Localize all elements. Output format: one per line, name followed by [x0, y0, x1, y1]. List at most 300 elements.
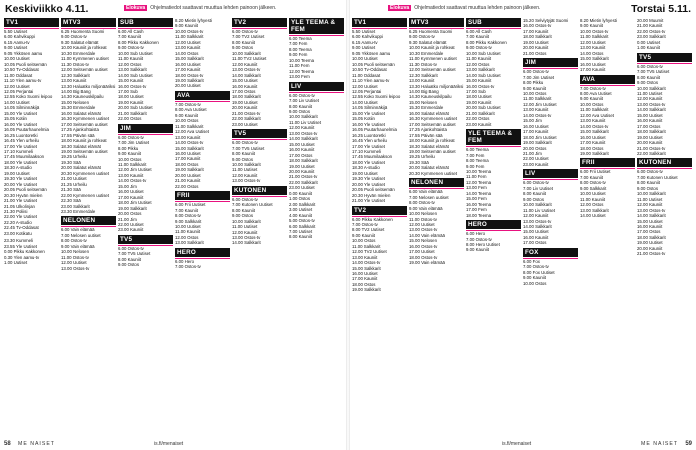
program-listing: 9.00 Uutiset: [4, 45, 28, 51]
program-listing: 11.00 Fem: [466, 174, 487, 180]
program-listing: 8.00 Kauniit: [289, 234, 312, 240]
channel-block: [175, 91, 230, 189]
channel-header: SUB: [118, 18, 173, 27]
program-listing: 17.10 Kummeli: [4, 148, 33, 154]
program-listing: 22.00 Ostos: [175, 183, 199, 189]
program-listing: 11.00 Salkkarit: [175, 123, 204, 129]
program-listing: 10.00 Sub Uutiset: [466, 50, 501, 56]
program-listing: 19.00 Uutiset: [289, 163, 315, 169]
program-listing: 21.00 Kauniit: [175, 178, 201, 184]
program-listing: 16.00 Uutiset: [352, 271, 378, 277]
program-listing: 13.00 Ostos-tv: [637, 207, 666, 213]
schedule-columns: [352, 17, 692, 433]
program-listing: 11.00 Uutiset: [232, 167, 258, 173]
channel-header: TV2: [352, 206, 407, 215]
channel-header: TV2: [232, 18, 287, 27]
program-listing: 20.00 Sub Uutiset: [466, 105, 501, 111]
program-listing: 22.00 Salkkarit: [637, 150, 666, 156]
header-note: [388, 5, 540, 11]
program-listing: 14.00 Salkkarit: [637, 213, 666, 219]
program-listing: 20.00 Uutiset: [175, 172, 201, 178]
channel-block: [4, 18, 59, 236]
program-listing: 11.00 Ostos-tv: [409, 216, 437, 222]
channel-header: KUTONEN: [637, 158, 692, 167]
program-listing: 17.00 Kauniit: [352, 276, 378, 282]
program-listing: 12.00 Uutiset: [61, 260, 87, 266]
program-listing: 17.00 Yle Uutiset: [4, 143, 38, 149]
page-number: 59: [685, 441, 692, 447]
program-listing: 11.00 Salkkarit: [523, 96, 552, 102]
program-listing: 21.00 Ostos-tv: [637, 251, 666, 257]
program-listing: 6.00 Fox: [523, 258, 540, 264]
program-listing: 12.05 Perjantai: [4, 88, 34, 94]
program-listing: 20.00 Uutiset: [175, 83, 201, 89]
channel-block: [118, 124, 173, 233]
program-listing: 18.00 Kauniit ja rohkeat: [409, 138, 455, 144]
channel-block: [523, 18, 578, 56]
schedule-column: [289, 17, 344, 433]
channel-header: FOX: [523, 248, 578, 257]
program-listing: 16.45 Ylen urheilu: [4, 138, 39, 144]
channel-header: JIM: [118, 124, 173, 133]
program-listing: 14.30 Kauneuskilpailu: [61, 94, 104, 100]
program-listing: 9.00 Kauniit: [175, 112, 198, 118]
program-listing: 15.00 Nelosen: [409, 238, 438, 244]
program-listing: 1.00 Uutiset: [4, 260, 28, 266]
program-listing: 7.00 TV5 Uutiset: [637, 69, 670, 75]
program-listing: 23.00 Uutiset: [232, 121, 258, 127]
program-listing: 18.00 Salkkarit: [232, 94, 261, 100]
page-header: [352, 3, 692, 15]
program-listing: 11.00 Kymmenen uutiset: [61, 56, 109, 62]
program-listing: 14.00 Salkkarit: [289, 136, 318, 142]
program-listing: 11.00 Kauniit: [175, 229, 201, 235]
program-listing: 21.00 Yle Uutiset: [4, 198, 38, 204]
program-listing: 6.25 Huomenta Suomi: [409, 29, 453, 34]
program-listing: 16.00 Uutiset: [580, 134, 606, 140]
channel-block: [61, 216, 116, 271]
channel-header: HERO: [175, 248, 230, 257]
program-listing: 10.00 Teema: [289, 57, 315, 63]
program-listing: 22.00 Salkkarit: [289, 179, 318, 185]
channel-block: [466, 220, 521, 253]
header-note-text: Ohjelmatiedot saattavat muuttua lehden painoon jälkeen.: [414, 5, 541, 11]
program-listing: 17.45 Muumilaakson: [352, 154, 393, 160]
channel-header: MTV3: [409, 18, 464, 27]
program-listing: 10.00 Uutiset: [175, 223, 201, 229]
program-listing: 18.00 Teema: [466, 212, 492, 218]
program-listing: 0.30 Ylen aamu-tv: [4, 254, 40, 260]
program-listing: 15.00 Yle Uutiset: [352, 110, 386, 116]
program-listing: 10.05 Puoli seitsemän: [352, 61, 395, 67]
program-listing: 14.05 Silminnäkijä: [352, 105, 388, 111]
program-listing: 20.00 Kauniit: [523, 45, 549, 51]
program-listing: 19.00 Salkkarit: [580, 150, 609, 156]
program-listing: 17.55 Päivän sää: [61, 132, 95, 138]
program-listing: 19.00 Seitsemän uutiset: [61, 148, 108, 154]
program-listing: 8.00 Teema: [289, 46, 312, 52]
program-listing: 9.00 Ostos: [523, 196, 545, 202]
program-listing: 16.00 Teema: [466, 201, 492, 207]
program-listing: 9.00 Ostos-tv: [466, 45, 492, 51]
program-listing: 13.00 Kauniit: [118, 172, 144, 178]
program-listing: 19.00 Vain elämää: [409, 260, 445, 266]
program-listing: 17.00 Kauniit: [175, 156, 201, 162]
program-listing: 6.00 Teema: [289, 36, 312, 41]
program-listing: 7.00 Ostos-tv: [175, 264, 201, 270]
program-listing: 11.00 Uutiset: [232, 224, 258, 230]
program-listing: 16.00 Kauniit: [289, 147, 315, 153]
program-listing: 9.00 Ostos: [232, 156, 254, 162]
program-listing: 6.00 Vain elämää: [61, 227, 95, 233]
program-listing: 15.00 Nelosen: [61, 99, 90, 105]
program-listing: 19.30 Sää: [61, 159, 81, 165]
channel-block: [466, 129, 521, 218]
channel-header: LIV: [289, 82, 344, 91]
program-listing: 18.00 Jim Uutiset: [523, 134, 557, 140]
program-listing: 15.00 Uutiset: [637, 112, 663, 118]
program-listing: 8.00 Pikku: [523, 80, 544, 86]
program-listing: 19.30 Sää: [409, 159, 429, 165]
program-listing: 6.00 Ostos-tv: [637, 63, 663, 69]
program-listing: 23.00 Kauniit: [466, 121, 492, 127]
program-listing: 17.00 Uutiset: [409, 249, 435, 255]
program-listing: 7.00 TV2 Uutiset: [232, 34, 265, 40]
program-listing: 10.00 Ostos: [523, 280, 547, 286]
program-listing: 7.00 Liv Uutiset: [289, 98, 319, 104]
right-page: [352, 0, 692, 450]
program-listing: 9.00 Uutiset: [352, 45, 376, 51]
program-listing: 9.00 Ostos: [289, 108, 311, 114]
program-listing: 15.05 Kotiin: [352, 116, 375, 122]
channel-header: SUB: [466, 18, 521, 27]
program-listing: 17.00 Fem: [466, 207, 487, 213]
program-listing: 13.00 Ostos-tv: [409, 227, 438, 233]
program-listing: 13.00 Ostos-tv: [637, 101, 666, 107]
program-listing: 19.00 Salkkarit: [352, 287, 381, 293]
program-listing: 12.55 Koko Suomi leipoo: [352, 94, 401, 100]
schedule-column: [466, 17, 521, 433]
program-listing: 7.00 Liv Uutiset: [523, 185, 553, 191]
program-listing: 10.00 Ostos: [352, 238, 376, 244]
program-listing: 0.00 Uutiset: [637, 39, 661, 45]
program-listing: 11.10 Ylen aamu-tv: [4, 78, 42, 84]
program-listing: 15.00 Salkkarit: [175, 56, 204, 62]
channel-block: [175, 191, 230, 246]
program-listing: 19.30 Yle Uutiset: [352, 176, 386, 182]
program-listing: 15.00 Fem: [466, 196, 487, 202]
program-listing: 12.00 Kauniit: [289, 125, 315, 131]
program-listing: 8.00 Ava Uutiset: [175, 107, 207, 113]
channel-block: [409, 178, 464, 265]
program-listing: 7.00 Ostos-tv: [352, 221, 378, 227]
program-listing: 17.00 Seitsemän uutiset: [409, 121, 456, 127]
program-listing: 9.00 Ostos: [637, 80, 659, 86]
channel-header: NELONEN: [409, 178, 464, 187]
program-listing: 12.00 Uutiset: [352, 83, 378, 89]
program-listing: 6.00 Kahvikuppi: [352, 34, 383, 40]
program-listing: 15.00 Salkkarit: [580, 129, 609, 135]
program-listing: 10.00 Salkkarit: [637, 85, 666, 91]
channel-header: HERO: [466, 220, 521, 229]
program-listing: 23.00 Kotikatu: [4, 230, 32, 236]
program-listing: 20.30 Kymmenen uutiset: [409, 170, 458, 176]
program-listing: 13.00 Salkkarit: [175, 240, 204, 246]
program-listing: 10.00 Ostos: [523, 90, 547, 96]
schedule-column: [4, 17, 59, 433]
program-listing: 11.00 Uutiset: [637, 196, 663, 202]
program-listing: 20.00 Kauniit: [637, 245, 663, 251]
program-listing: 8.00 Kauniit: [232, 151, 255, 157]
program-listing: 6.15 Aamu-tv: [352, 39, 378, 45]
program-listing: 9.00 Kauniit: [175, 23, 198, 29]
program-listing: 10.00 Nelosen: [409, 211, 438, 217]
program-listing: 16.00 Ostos-tv: [523, 23, 552, 29]
program-listing: 16.00 Uutiset: [175, 61, 201, 67]
program-listing: 15.30 Emmerdale: [409, 105, 444, 111]
program-listing: 8.00 Pikku Kakkonen: [466, 39, 507, 45]
program-listing: 13.00 Fem: [466, 185, 487, 191]
program-listing: 13.00 Kauniit: [175, 134, 201, 140]
channel-block: [580, 18, 635, 73]
program-listing: 20.05 Puoli seitsemän: [352, 187, 395, 193]
program-listing: 18.00 Salkkarit: [523, 34, 552, 40]
program-listing: 8.00 Kauniit: [637, 180, 660, 186]
program-listing: 15.00 Uutiset: [637, 218, 663, 224]
program-listing: 17.00 Kauniit: [580, 140, 606, 146]
channel-block: [61, 18, 116, 214]
program-listing: 20.00 Salatut elämät: [61, 165, 101, 171]
program-listing: 15.30 Emmerdale: [61, 105, 96, 111]
program-listing: 6.00 Ostos-tv: [232, 29, 258, 34]
program-listing: 14.00 Uutiset: [352, 99, 378, 105]
channel-block: [523, 58, 578, 167]
program-listing: 14.00 Ostos-tv: [580, 123, 609, 129]
program-listing: 17.00 Seitsemän uutiset: [61, 121, 108, 127]
program-listing: 15.00 Uutiset: [523, 229, 549, 235]
channel-block: [232, 18, 287, 127]
program-listing: 8.00 Ostos-tv: [580, 180, 606, 186]
program-listing: 12.00 Kauniit: [523, 213, 549, 219]
channel-block: [232, 186, 287, 246]
program-listing: 11.00 Salkkarit: [352, 243, 381, 249]
program-listing: 14.00 Ostos: [580, 50, 604, 56]
program-listing: 7.00 Nelosen uutiset: [409, 194, 449, 200]
program-listing: 21.00 Ostos-tv: [637, 145, 666, 151]
program-listing: 17.00 Kauniit: [580, 67, 606, 73]
program-listing: 13.00 Kauniit: [580, 45, 606, 51]
program-listing: 22.00 Kymmenen uutiset: [61, 192, 110, 198]
program-listing: 9.05 Ykkösen aamu: [4, 50, 43, 56]
schedule-column: [232, 17, 287, 433]
program-listing: 6.00 All Cash: [466, 29, 492, 34]
channel-header: FRII: [175, 191, 230, 200]
program-listing: 12.30 Salkkarit: [61, 72, 90, 78]
page-gutter: [346, 0, 350, 450]
program-listing: 11.00 Kauniit: [118, 56, 144, 62]
program-listing: 14.00 Salkkarit: [637, 107, 666, 113]
program-listing: 10.30 Emmerdale: [409, 50, 444, 56]
program-listing: 8.00 Teema: [466, 158, 489, 164]
program-listing: 18.00 Salkkarit: [637, 129, 666, 135]
program-listing: 9.00 Salkkarit: [580, 185, 607, 191]
program-listing: 18.30 Salatut elämät: [61, 143, 101, 149]
program-listing: 9.00 Kauniit: [580, 23, 603, 29]
movie-tag: Elokuva: [126, 5, 146, 11]
program-listing: 8.00 TV2 Uutiset: [352, 227, 385, 233]
program-listing: 16.30 Kymmenen uutiset: [61, 116, 110, 122]
program-listing: 9.00 Salkkarit: [175, 218, 202, 224]
program-listing: 18.00 Ostos: [580, 145, 604, 151]
program-listing: 8.00 Fox Uutiset: [523, 269, 555, 275]
program-listing: 12.00 TV2 Uutiset: [352, 249, 387, 255]
program-listing: 11.30 Ostos-tv: [61, 61, 89, 67]
program-listing: 18.00 Uutiset: [466, 94, 492, 100]
program-listing: 12.00 Uutiset: [4, 83, 30, 89]
program-listing: 9.00 Ostos-tv: [61, 34, 87, 40]
program-listing: 12.00 Ava Uutiset: [175, 129, 209, 135]
program-listing: 11.00 Kymmenen uutiset: [409, 56, 457, 62]
program-listing: 15.05 Kotiin: [4, 116, 27, 122]
channel-block: [289, 18, 344, 80]
program-listing: 13.00 Ostos-tv: [232, 67, 261, 73]
program-listing: 11.00 Kauniit: [466, 56, 492, 62]
program-listing: 9.00 Kauniit: [580, 96, 603, 102]
program-listing: 9.30 Salatut elämät: [409, 39, 447, 45]
channel-block: [118, 235, 173, 268]
program-listing: 20.00 Kauniit: [637, 140, 663, 146]
schedule-column: [409, 17, 464, 433]
program-listing: 18.00 Jim Uutiset: [118, 200, 152, 206]
program-listing: 16.00 Ostos-tv: [466, 83, 495, 89]
program-listing: 10.00 Nelosen: [61, 249, 90, 255]
program-listing: 11.00 Liv Uutiset: [289, 119, 322, 125]
channel-header: LIV: [523, 169, 578, 178]
program-listing: 12.00 Kauniit: [637, 202, 663, 208]
program-listing: 21.00 Jim: [118, 216, 137, 222]
program-listing: 7.00 Fem: [466, 152, 485, 158]
program-listing: 22.00 Yle Uutiset: [4, 214, 38, 220]
program-listing: 14.00 Teema: [466, 190, 492, 196]
program-listing: 7.00 Jim Uutiset: [118, 140, 150, 146]
schedule-column: [61, 17, 116, 433]
program-listing: 14.00 Big Bang: [61, 88, 91, 94]
program-listing: 20.00 Sub Uutiset: [118, 105, 153, 111]
header-note: [124, 5, 276, 11]
channel-header: NELONEN: [61, 216, 116, 225]
program-listing: 14.00 Uutiset: [580, 213, 606, 219]
program-listing: 12.00 Teema: [289, 68, 315, 74]
channel-block: [637, 18, 692, 51]
program-listing: 12.00 Kauniit: [232, 172, 258, 178]
program-listing: 10.00 Salkkarit: [523, 202, 552, 208]
program-listing: 22.45 Tv-Oddasat: [4, 225, 39, 231]
program-listing: 19.25 Urheilu: [409, 154, 435, 160]
program-listing: 8.00 Hero Uutiset: [466, 241, 500, 247]
program-listing: 6.00 Hero: [466, 231, 486, 237]
program-listing: 13.00 Ostos-tv: [232, 178, 261, 184]
program-listing: 17.00 Kauniit: [118, 194, 144, 200]
program-listing: 13.00 Ostos-tv: [523, 218, 552, 224]
channel-header: TV1: [4, 18, 59, 27]
page-header: [4, 3, 344, 15]
program-listing: 7.00 Ostos-tv: [580, 85, 606, 91]
program-listing: 9.00 Kauniit: [118, 151, 141, 157]
program-listing: 11.10 Ylen aamu-tv: [352, 78, 390, 84]
program-listing: 12.00 Kauniit: [232, 229, 258, 235]
program-listing: 22.00 Salkkarit: [232, 116, 261, 122]
program-listing: 21.00 Jim: [523, 150, 542, 156]
program-listing: 14.00 Ostos: [175, 50, 199, 56]
program-listing: 22.00 Ostos-tv: [637, 28, 666, 34]
program-listing: 20.00 Yle Uutiset: [352, 181, 386, 187]
channel-header: JIM: [523, 58, 578, 67]
program-listing: 11.00 Uutiset: [637, 90, 663, 96]
program-listing: 13.00 Salkkarit: [466, 67, 495, 73]
channel-block: [580, 158, 635, 218]
channel-block: [175, 248, 230, 270]
program-listing: 16.00 Kauniit: [637, 223, 663, 229]
program-listing: 11.00 Liv Uutiset: [523, 207, 556, 213]
program-listing: 16.00 Kauniit: [523, 234, 549, 240]
program-listing: 13.00 Ostos-tv: [289, 130, 318, 136]
program-listing: 20.00 Kauniit: [232, 105, 258, 111]
program-listing: 21.00 Salkkarit: [118, 110, 147, 116]
channel-block: [352, 206, 407, 293]
channel-block: [4, 238, 59, 265]
program-listing: 18.00 Kauniit ja rohkeat: [61, 138, 107, 144]
program-listing: 15.00 Jim: [118, 183, 137, 189]
program-listing: 16.00 Yle Uutiset: [4, 121, 38, 127]
program-listing: 7.00 Kutonen Uutiset: [232, 202, 273, 208]
program-listing: 6.00 Ostos-tv: [232, 196, 258, 202]
program-listing: 19.00 Salkkarit: [523, 140, 552, 146]
program-listing: 21.30 Sää: [61, 187, 81, 193]
program-listing: 18.30 Salatut elämät: [409, 143, 449, 149]
program-listing: 17.00 Yle Uutiset: [352, 143, 386, 149]
channel-header: FRII: [580, 158, 635, 167]
program-listing: 21.00 Ostos-tv: [232, 110, 261, 116]
program-listing: 17.00 Sub: [118, 88, 138, 94]
program-listing: 12.00 Teema: [466, 179, 492, 185]
program-listing: 15.00 Uutiset: [289, 141, 315, 147]
program-listing: 6.00 Ostos-tv: [118, 245, 144, 251]
program-listing: 8.00 Ostos-tv: [409, 200, 435, 206]
program-listing: 10.00 Kauniit ja rohkeat: [409, 45, 455, 51]
program-listing: 13.30 Haluatko miljonääriksi: [61, 83, 116, 89]
program-listing: 10.00 Uutiset: [352, 56, 378, 62]
program-listing: 14.00 Sub Uutiset: [466, 72, 501, 78]
program-listing: 21.00 Uutiset: [61, 176, 87, 182]
program-listing: 9.00 Ostos-tv: [118, 45, 144, 51]
program-listing: 22.00 Ostos: [118, 116, 142, 122]
program-listing: 16.00 Uutiset: [118, 189, 144, 195]
channel-block: [232, 129, 287, 184]
program-listing: 13.00 Kauniit: [580, 118, 606, 124]
program-listing: 16.05 Puutarhaunelmia: [4, 127, 49, 133]
program-listing: 21.25 Urheilu: [61, 181, 87, 187]
program-listing: 10.00 Uutiset: [580, 191, 606, 197]
channel-header: AVA: [580, 75, 635, 84]
program-listing: 6.00 Kahvikuppi: [4, 34, 35, 40]
program-listing: 1.00 Kauniit: [637, 45, 660, 51]
program-listing: 21.05 Ulkolinjan: [4, 203, 35, 209]
program-listing: 10.00 Salkkarit: [637, 191, 666, 197]
program-listing: 18.00 Ostos: [352, 281, 376, 287]
program-listing: 18.00 Ostos-tv: [409, 254, 438, 260]
program-listing: 15.00 Salkkarit: [580, 56, 609, 62]
program-listing: 11.30 Ostos-tv: [409, 61, 437, 67]
